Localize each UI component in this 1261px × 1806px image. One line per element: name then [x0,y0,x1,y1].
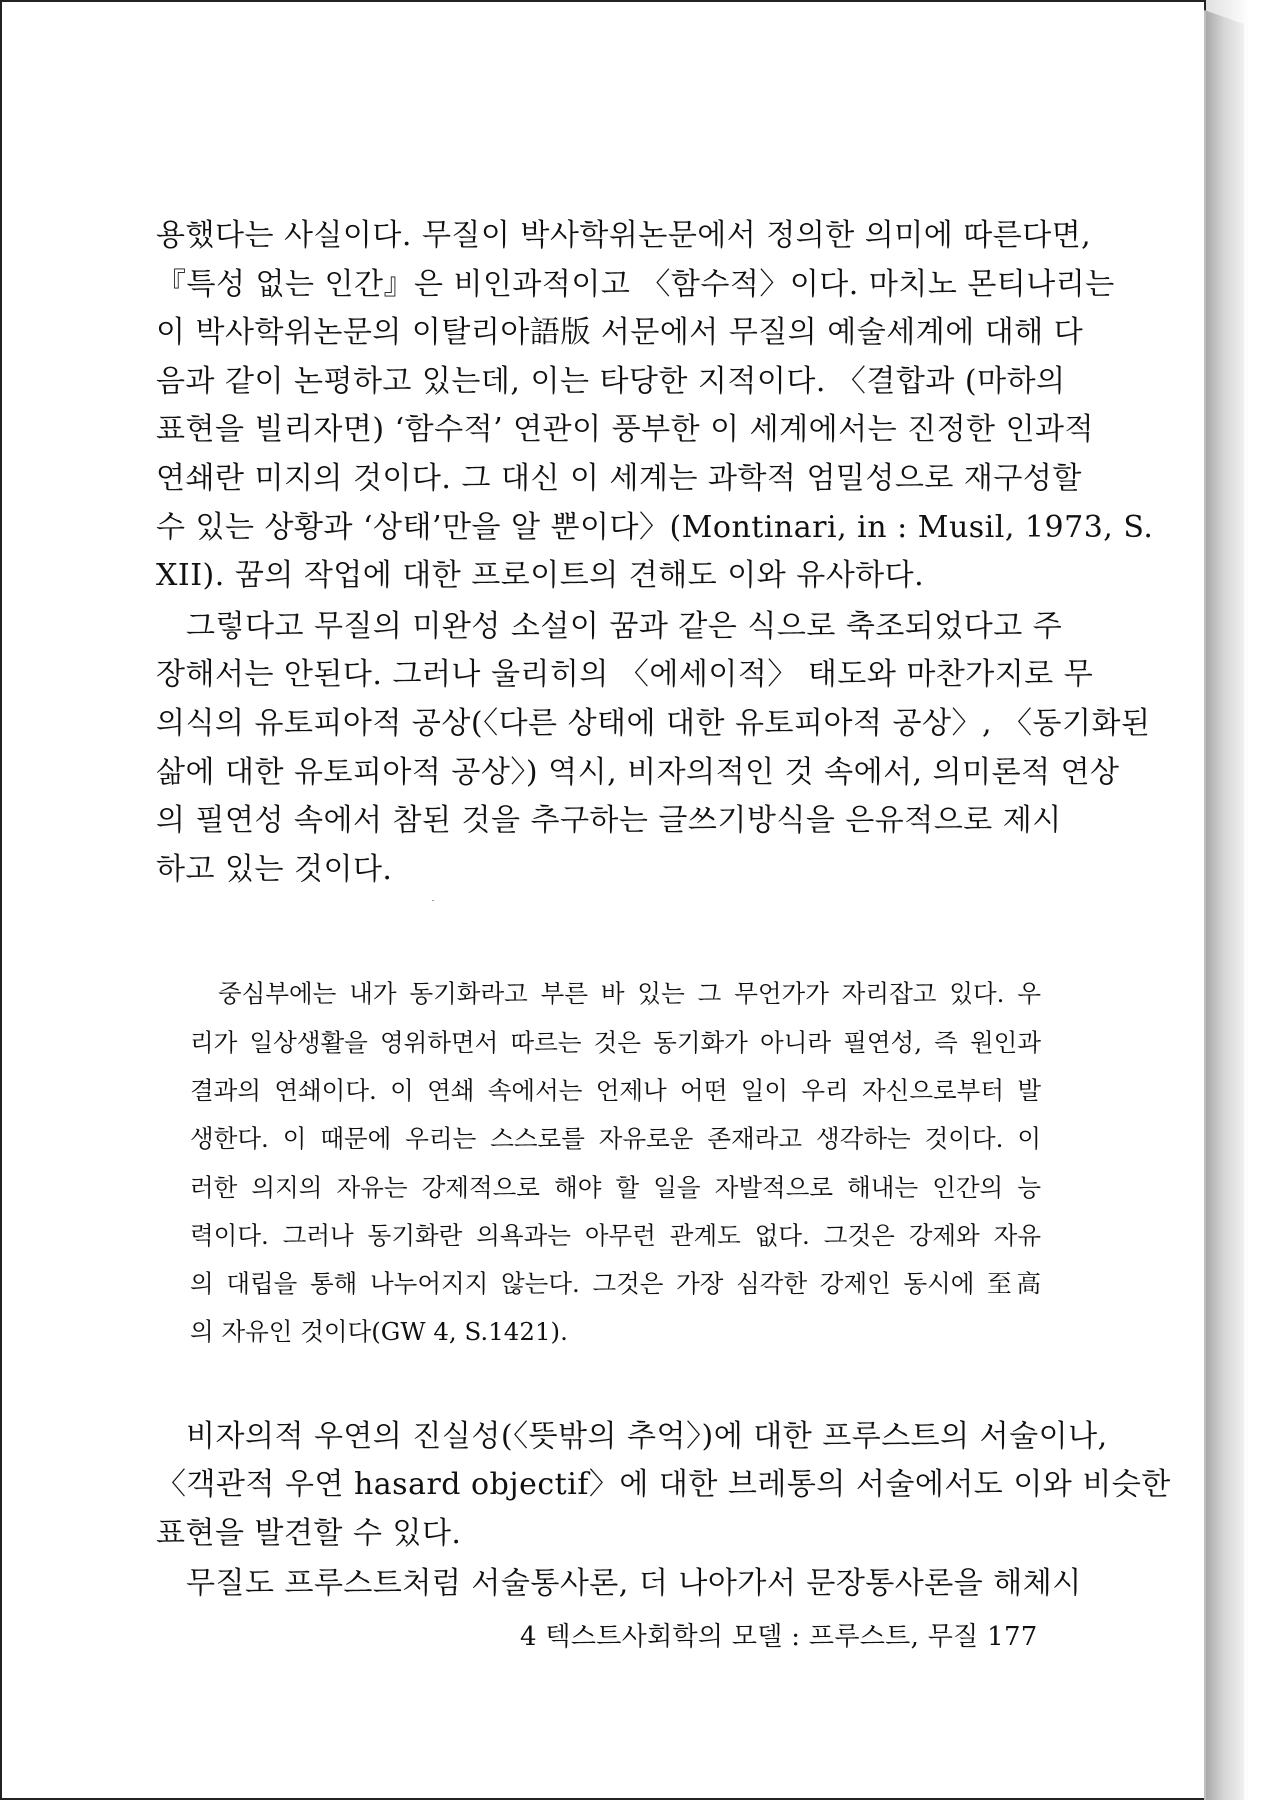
text-line: 『특성 없는 인간』은 비인과적이고 〈함수적〉이다. 마치노 몬티나리는 [156,266,1115,302]
quote-line: 결과의 연쇄이다. 이 연쇄 속에서는 언제나 어떤 일이 우리 자신으로부터 발 [190,1075,1041,1105]
text-line: 수 있는 상황과 ‘상태’만을 알 뿐이다〉(Montinari, in : Musil, 1973, S. [156,509,1154,545]
block-quote [190,970,1041,1356]
text-line: 표현을 빌리자면) ‘함수적’ 연관이 풍부한 이 세계에서는 진정한 인과적 [156,412,1095,448]
quote-line: 의 대립을 통해 나누어지지 않는다. 그것은 가장 심각한 강제인 동시에 至高 [190,1269,1041,1299]
text-line: 장해서는 안된다. 그러나 울리히의 〈에세이적〉 태도와 마찬가지로 무 [156,657,1094,693]
text-line: 음과 같이 논평하고 있는데, 이는 타당한 지적이다. 〈결합과 (마하의 [156,363,1066,399]
quote-line: 러한 의지의 자유는 강제적으로 해야 할 일을 자발적으로 해내는 인간의 능 [190,1172,1041,1202]
quote-line: 생한다. 이 때문에 우리는 스스로를 자유로운 존재라고 생각하는 것이다. 이 [190,1124,1041,1154]
text-line: 삶에 대한 유토피아적 공상〉) 역시, 비자의적인 것 속에서, 의미론적 연상 [156,754,1120,790]
paragraph-4 [156,1560,1082,1609]
text-line: 하고 있는 것이다. [156,851,393,887]
text-line: 무질도 프루스트처럼 서술통사론, 더 나아가서 문장통사론을 해체시 [186,1566,1082,1602]
paragraph-1 [156,212,1154,601]
text-line: 표현을 발견할 수 있다. [156,1515,462,1551]
running-head: 4 텍스트사회학의 모델 : 프루스트, 무질 [520,1622,979,1652]
text-line: 〈객관적 우연 hasard objectif〉에 대한 브레통의 서술에서도 이와 비슷한 [156,1467,1171,1503]
text-line: 용했다는 사실이다. 무질이 박사학위논문에서 정의한 의미에 따른다면, [156,218,1092,253]
page-number: 177 [987,1622,1038,1652]
running-footer [520,1616,1038,1653]
page-content [156,212,1171,1609]
text-line: 연쇄란 미지의 것이다. 그 대신 이 세계는 과학적 엄밀성으로 재구성할 [156,460,1082,496]
quote-line: 의 자유인 것이다(GW 4, S.1421). [190,1317,568,1347]
page-shadow [1206,0,1250,1800]
text-line: 이 박사학위논문의 이탈리아語版 서문에서 무질의 예술세계에 대해 다 [156,315,1084,351]
text-line: 의 필연성 속에서 참된 것을 추구하는 글쓰기방식을 은유적으로 제시 [156,803,1062,839]
text-line: 비자의적 우연의 진실성(〈뜻밖의 추억〉)에 대한 프루스트의 서술이나, [186,1418,1108,1454]
paragraph-3 [156,1413,1171,1559]
quote-line: 력이다. 그러나 동기화란 의욕과는 아무런 관계도 없다. 그것은 강제와 자유 [190,1220,1041,1250]
quote-line: 리가 일상생활을 영위하면서 따르는 것은 동기화가 아니라 필연성, 즉 원인과 [190,1027,1041,1057]
paragraph-2 [156,603,1151,895]
text-line: 그렇다고 무질의 미완성 소설이 꿈과 같은 식으로 축조되었다고 주 [186,608,1063,644]
quote-line: 중심부에는 내가 동기화라고 부른 바 있는 그 무언가가 자리잡고 있다. 우 [218,979,1041,1009]
text-line: 의식의 유토피아적 공상(〈다른 상태에 대한 유토피아적 공상〉, 〈동기화된 [156,705,1151,741]
text-line: XII). 꿈의 작업에 대한 프로이트의 견해도 이와 유사하다. [156,558,925,594]
